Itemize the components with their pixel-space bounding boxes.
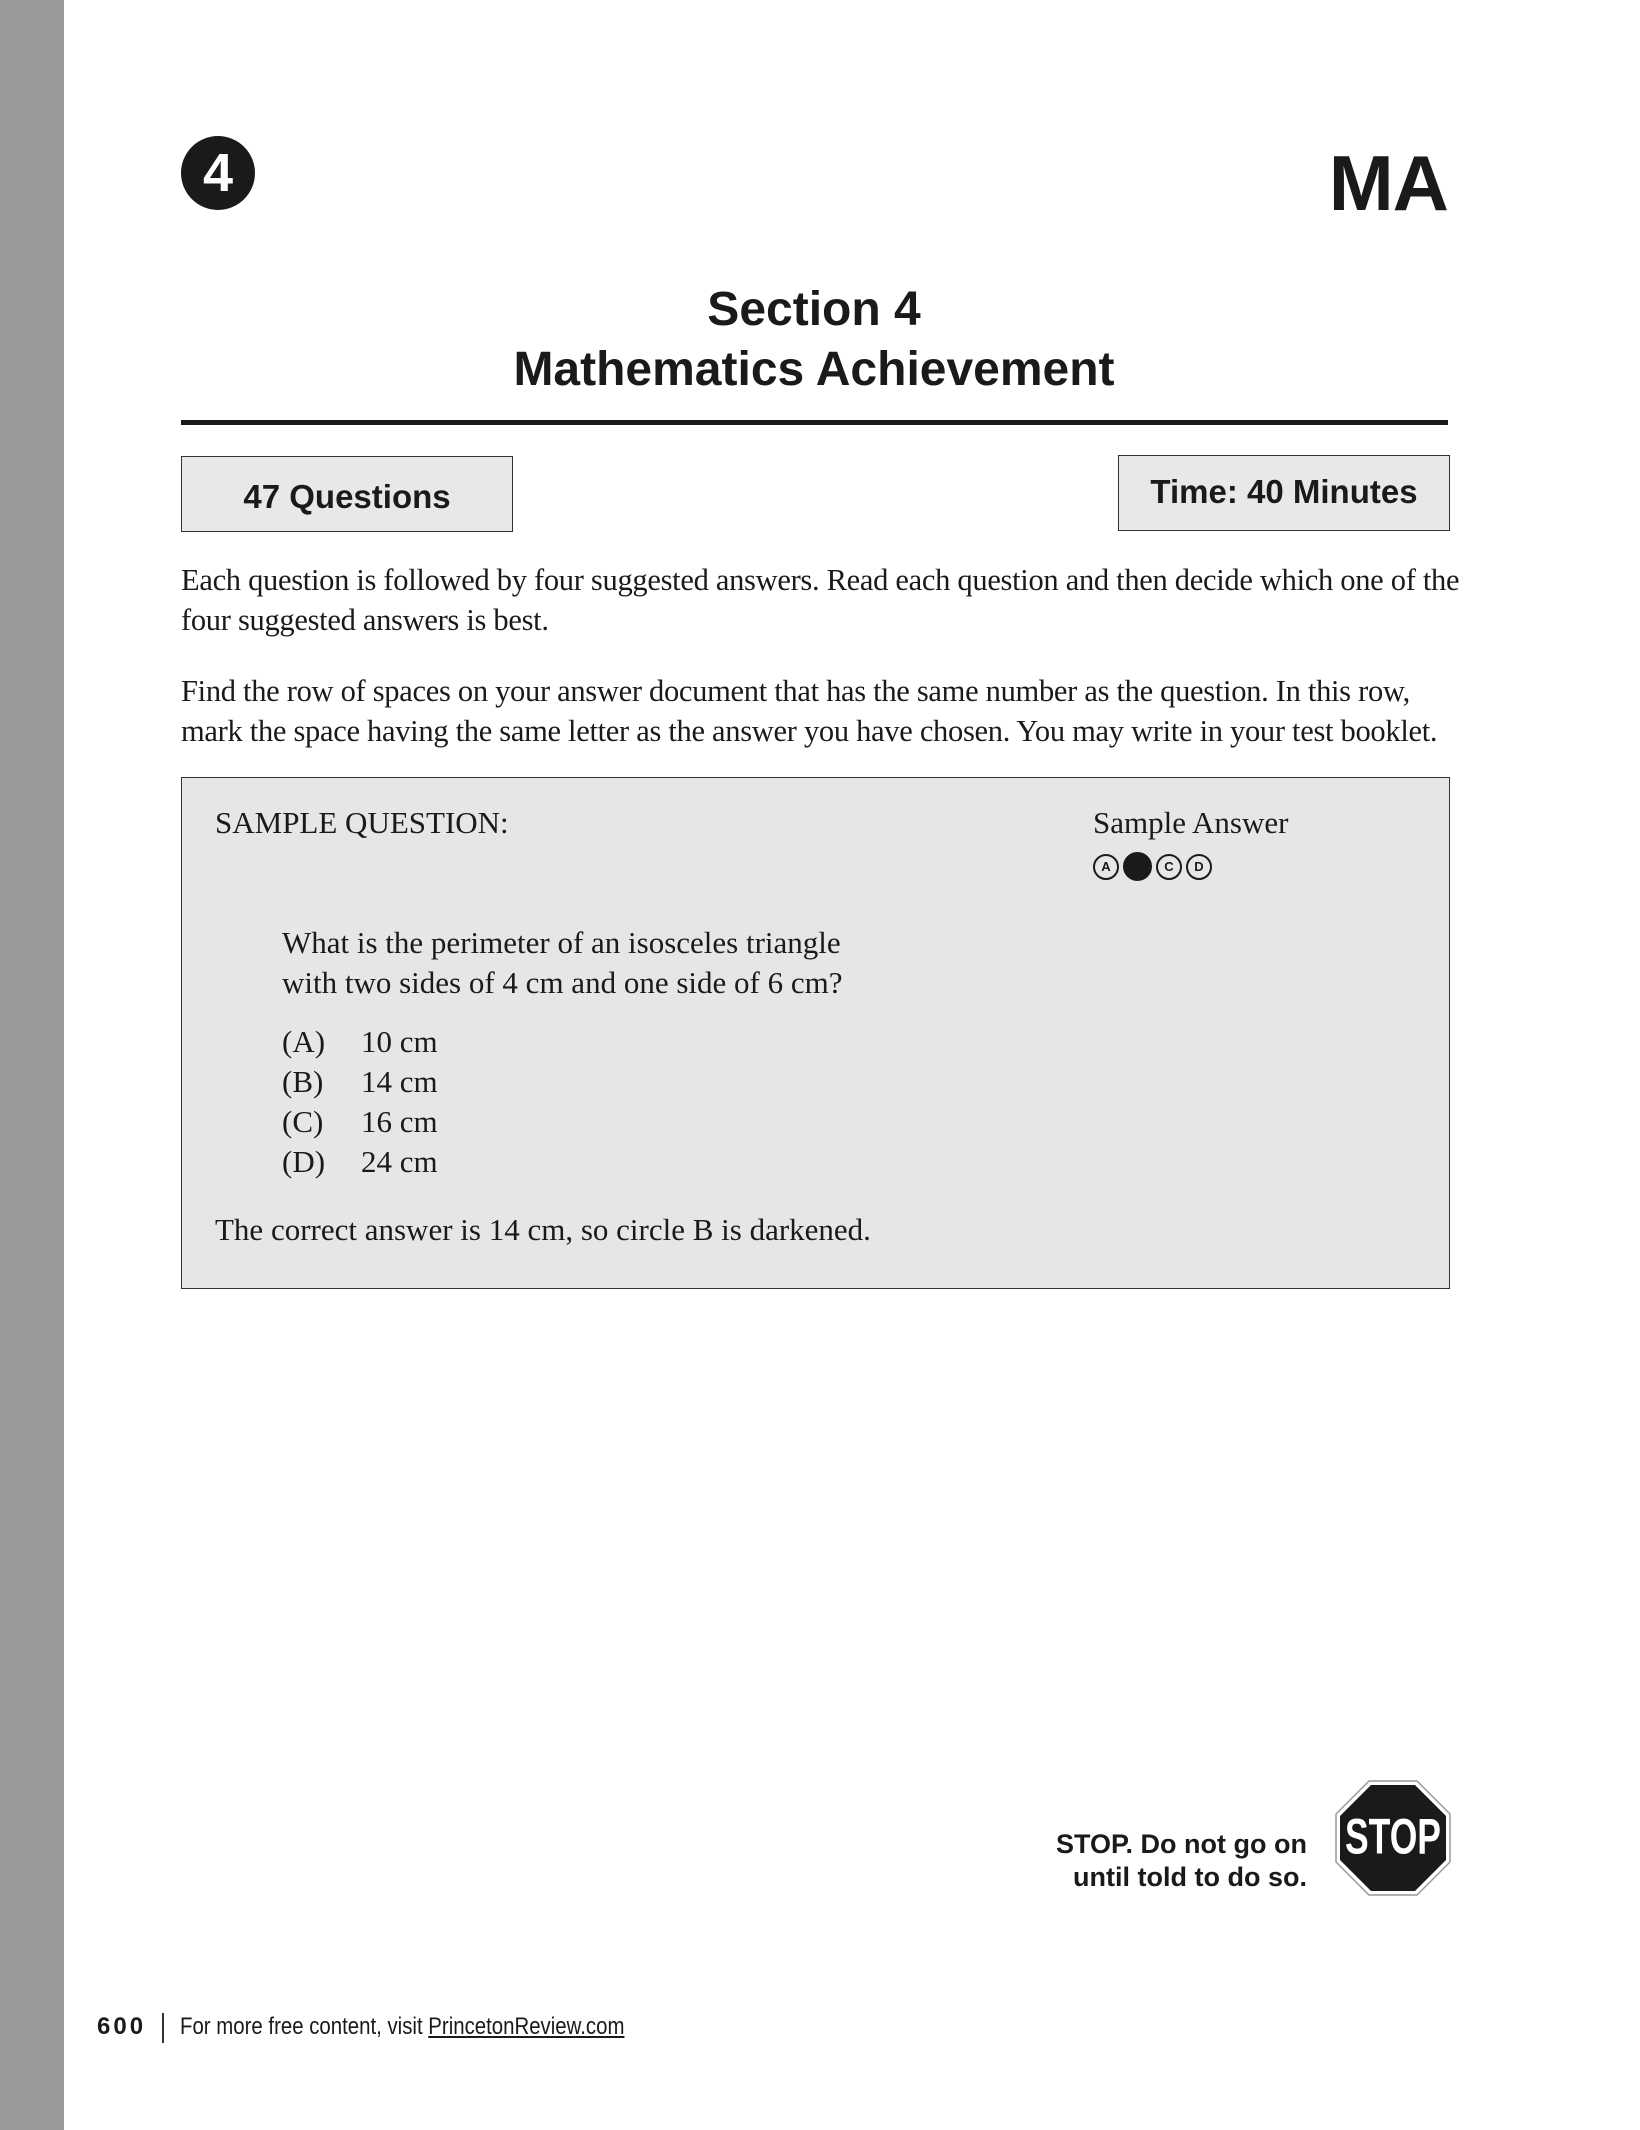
section-number-badge: 4: [181, 136, 255, 210]
choice-a: [282, 1022, 438, 1062]
choice-b: [282, 1062, 438, 1102]
sample-question-box: [181, 777, 1450, 1289]
bubble-d: D: [1186, 854, 1212, 880]
title-divider: [181, 420, 1448, 425]
page-number: 600: [97, 2013, 147, 2040]
answer-choices: [282, 1022, 438, 1182]
princeton-review-link[interactable]: PrincetonReview.com: [428, 2013, 625, 2040]
choice-text: 24 cm: [361, 1144, 438, 1179]
footer-promo: For more free content, visit: [180, 2013, 429, 2040]
choice-letter: (A): [282, 1024, 326, 1059]
choice-d: [282, 1142, 438, 1182]
bubble-b-filled: B: [1123, 852, 1152, 881]
title-line-1: Section 4: [707, 283, 921, 336]
footer-text: [180, 2010, 624, 2044]
choice-c: [282, 1102, 438, 1142]
sample-answer-label: Sample Answer: [1093, 805, 1289, 840]
footer-divider: [162, 2013, 164, 2043]
choice-text: 10 cm: [361, 1024, 438, 1059]
stop-instruction: [1056, 1828, 1307, 1894]
choice-letter: (D): [282, 1144, 326, 1179]
instructions-paragraph-2: Find the row of spaces on your answer document that has the same number as the question. In this row, mark the space having the same letter as the answer you have chosen. You may write in your test booklet.: [181, 674, 1438, 748]
answer-bubbles: [1093, 852, 1216, 881]
choice-text: 16 cm: [361, 1104, 438, 1139]
time-limit-box: Time: 40 Minutes: [1118, 455, 1450, 531]
section-code: MA: [1328, 139, 1448, 227]
page-title: [0, 280, 1628, 400]
question-count-box: 47 Questions: [181, 456, 513, 532]
choice-letter: (B): [282, 1064, 324, 1099]
question-line-2: with two sides of 4 cm and one side of 6 cm?: [282, 965, 843, 1000]
choice-letter: (C): [282, 1104, 324, 1139]
title-line-2: Mathematics Achievement: [513, 343, 1115, 396]
sample-question-text: [282, 923, 842, 1003]
bubble-a: A: [1093, 854, 1119, 880]
stop-sign-text: STOP: [1345, 1808, 1441, 1865]
question-line-1: What is the perimeter of an isosceles triangle: [282, 925, 841, 960]
sample-explanation: The correct answer is 14 cm, so circle B is darkened.: [215, 1212, 871, 1247]
stop-line-1: STOP. Do not go on: [1056, 1829, 1307, 1859]
stop-sign-icon: [1335, 1780, 1451, 1896]
page-footer: [97, 2010, 703, 2044]
bubble-c: C: [1156, 854, 1182, 880]
instructions-paragraph-1: Each question is followed by four suggested answers. Read each question and then decide which one of the four suggested answers is best.: [181, 563, 1460, 637]
choice-text: 14 cm: [361, 1064, 438, 1099]
stop-line-2: until told to do so.: [1073, 1862, 1307, 1892]
sample-question-label: SAMPLE QUESTION:: [215, 805, 509, 840]
